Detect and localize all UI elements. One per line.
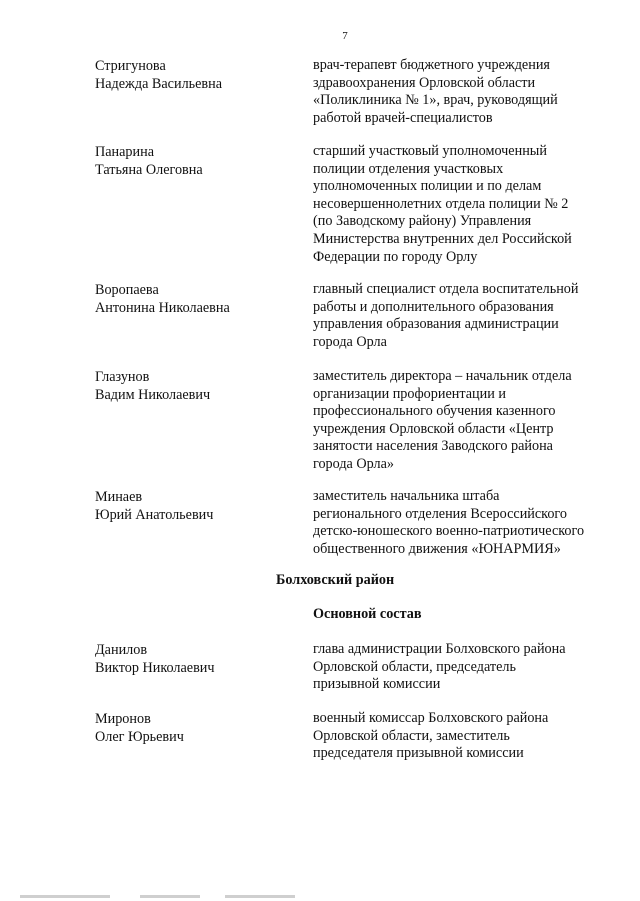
page-number: 7 bbox=[342, 30, 348, 42]
role-line: полиции отделения участковых bbox=[313, 160, 504, 177]
member-name bbox=[95, 641, 295, 677]
role-line: военный комиссар Болховского района bbox=[313, 710, 549, 726]
composition-heading: Основной состав bbox=[313, 606, 422, 622]
role-line: председателя призывной комиссии bbox=[313, 745, 524, 762]
role-line: города Орла» bbox=[313, 455, 395, 472]
scan-artifact bbox=[20, 895, 110, 898]
member-name bbox=[95, 710, 295, 746]
member-role bbox=[313, 641, 613, 694]
role-line: главный специалист отдела воспитательной bbox=[313, 281, 579, 297]
member-name bbox=[95, 488, 295, 524]
role-line: старший участковый уполномоченный bbox=[313, 143, 547, 159]
role-line: регионального отделения Всероссийского bbox=[313, 505, 567, 522]
role-line: занятости населения Заводского района bbox=[313, 438, 553, 455]
member-name bbox=[95, 143, 295, 179]
role-line: Орловской области, заместитель bbox=[313, 727, 510, 744]
role-line: организации профориентации и bbox=[313, 385, 506, 402]
member-surname: Воропаева bbox=[95, 282, 159, 298]
member-name bbox=[95, 368, 295, 404]
role-line: работы и дополнительного образования bbox=[313, 298, 554, 315]
role-line: Министерства внутренних дел Российской bbox=[313, 230, 572, 247]
role-line: детско-юношеского военно-патриотического bbox=[313, 523, 585, 540]
member-surname: Стригунова bbox=[95, 58, 166, 74]
role-line: профессионального обучения казенного bbox=[313, 403, 556, 420]
member-name bbox=[95, 281, 295, 317]
member-given-names: Вадим Николаевич bbox=[95, 387, 211, 403]
role-line: глава администрации Болховского района bbox=[313, 641, 566, 657]
member-surname: Панарина bbox=[95, 144, 155, 160]
role-line: врач-терапевт бюджетного учреждения bbox=[313, 57, 550, 73]
role-line: работой врачей-специалистов bbox=[313, 109, 493, 126]
member-surname: Миронов bbox=[95, 711, 151, 727]
role-line: призывной комиссии bbox=[313, 676, 441, 693]
member-given-names: Надежда Васильевна bbox=[95, 76, 223, 92]
member-role bbox=[313, 710, 613, 763]
member-given-names: Татьяна Олеговна bbox=[95, 162, 203, 178]
role-line: здравоохранения Орловской области bbox=[313, 74, 536, 91]
member-role bbox=[313, 281, 613, 351]
role-line: общественного движения «ЮНАРМИЯ» bbox=[313, 540, 561, 557]
role-line: несовершеннолетних отдела полиции № 2 bbox=[313, 195, 569, 212]
member-name bbox=[95, 57, 295, 93]
role-line: заместитель директора – начальник отдела bbox=[313, 368, 572, 384]
member-given-names: Виктор Николаевич bbox=[95, 660, 215, 676]
member-surname: Минаев bbox=[95, 489, 143, 505]
member-role bbox=[313, 143, 613, 266]
member-surname: Данилов bbox=[95, 642, 148, 658]
role-line: заместитель начальника штаба bbox=[313, 488, 500, 504]
role-line: управления образования администрации bbox=[313, 316, 559, 333]
member-role bbox=[313, 57, 613, 127]
district-heading: Болховский район bbox=[276, 572, 395, 588]
member-given-names: Антонина Николаевна bbox=[95, 300, 230, 316]
role-line: «Поликлиника № 1», врач, руководящий bbox=[313, 92, 558, 109]
member-given-names: Олег Юрьевич bbox=[95, 729, 184, 745]
role-line: уполномоченных полиции и по делам bbox=[313, 178, 542, 195]
role-line: Федерации по городу Орлу bbox=[313, 248, 478, 265]
scan-artifact-strip bbox=[0, 893, 640, 901]
member-given-names: Юрий Анатольевич bbox=[95, 507, 214, 523]
scan-artifact bbox=[225, 895, 295, 898]
role-line: города Орла bbox=[313, 333, 387, 350]
member-role bbox=[313, 368, 613, 474]
role-line: учреждения Орловской области «Центр bbox=[313, 420, 554, 437]
role-line: (по Заводскому району) Управления bbox=[313, 213, 532, 230]
role-line: Орловской области, председатель bbox=[313, 658, 516, 675]
member-surname: Глазунов bbox=[95, 369, 150, 385]
member-role bbox=[313, 488, 613, 558]
scan-artifact bbox=[140, 895, 200, 898]
